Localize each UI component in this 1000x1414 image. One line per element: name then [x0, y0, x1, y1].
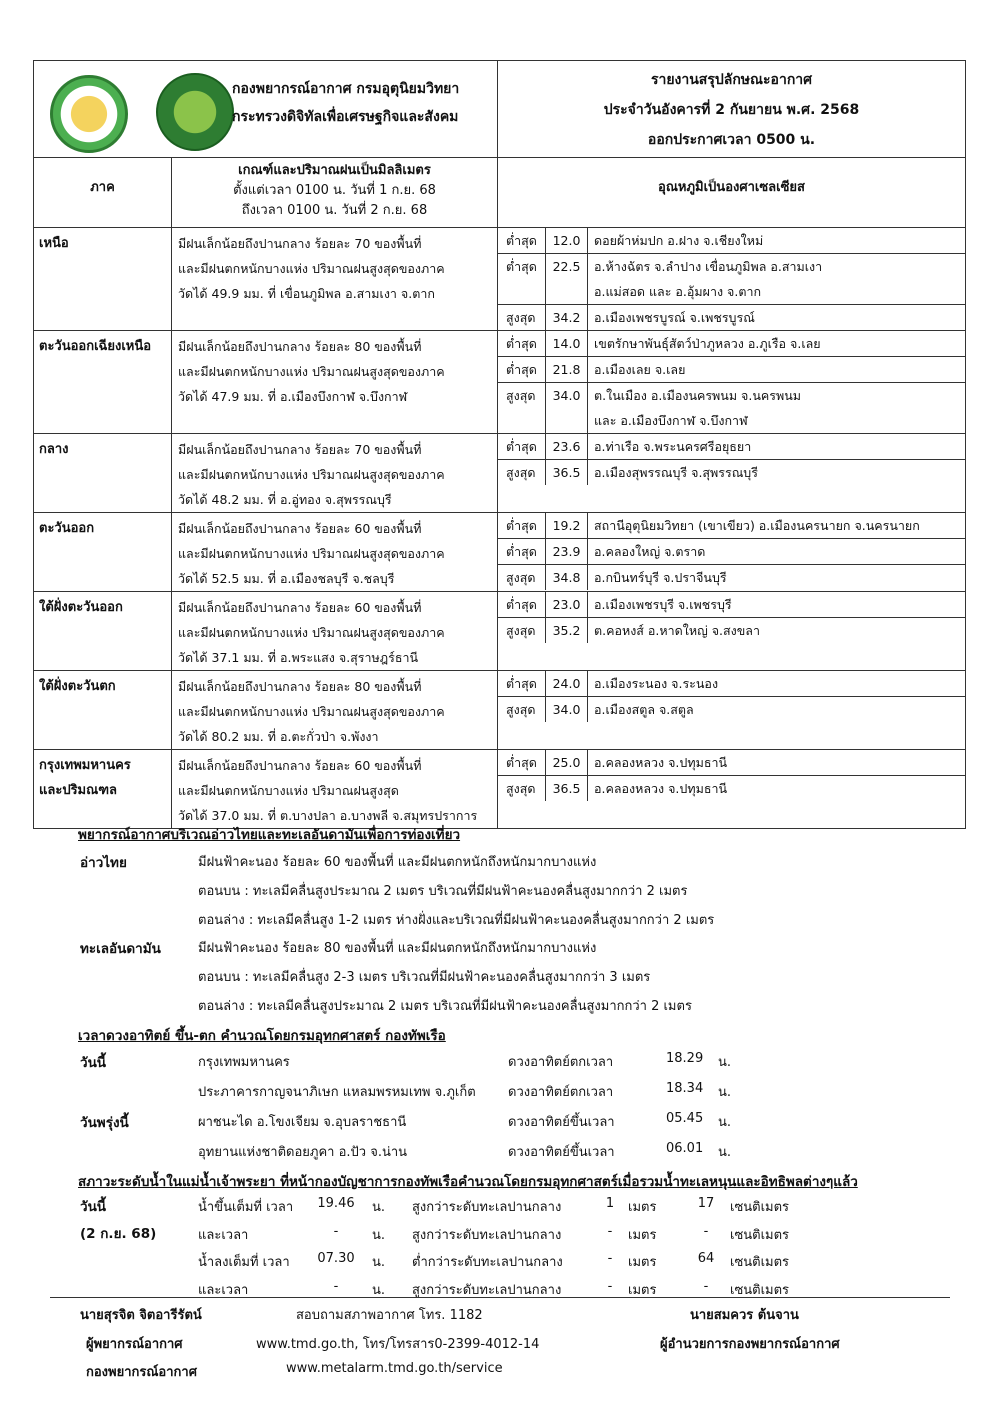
header-left [34, 61, 498, 158]
river-cmu: เซนติเมตร [730, 1255, 790, 1270]
temp-row [498, 382, 965, 433]
sun-time: 06.01 [666, 1141, 704, 1156]
rain-line: มีฝนเล็กน้อยถึงปานกลาง ร้อยละ 60 ของพื้นที่ [178, 600, 422, 615]
region-name-cell [34, 671, 172, 750]
river-mu: เมตร [628, 1255, 657, 1270]
temp-place: อ.เมืองเลย จ.เลย [594, 362, 686, 377]
ministry-logo [50, 75, 128, 153]
temp-row [498, 750, 965, 775]
temp-place: ต.ในเมือง อ.เมืองนครพนม จ.นครพนม [594, 388, 802, 403]
region-name-cell [34, 513, 172, 592]
temp-place-cell [588, 434, 965, 459]
temp-value: 34.2 [546, 305, 588, 330]
temp-row [498, 564, 965, 590]
rain-line: วัดได้ 52.5 มม. ที่ อ.เมืองชลบุรี จ.ชลบุรี [178, 571, 395, 586]
temp-cell [498, 331, 966, 434]
contact-phone: สอบถามสภาพอากาศ โทร. 1182 [296, 1308, 483, 1323]
director-name: นายสมควร ต้นจาน [690, 1308, 799, 1323]
river-date-label: (2 ก.ย. 68) [80, 1226, 157, 1242]
temp-kind: สูงสุด [498, 697, 546, 722]
rain-line: และมีฝนตกหนักบางแห่ง ปริมาณฝนสูงสุดของภาค [178, 467, 445, 482]
temp-place: อ.กบินทร์บุรี จ.ปราจีนบุรี [594, 570, 727, 585]
temp-place-cell [588, 357, 965, 382]
sun-time: 18.34 [666, 1081, 704, 1096]
temp-place: อ.เมืองระนอง จ.ระนอง [594, 676, 719, 691]
rain-cell [172, 592, 498, 671]
temp-value: 23.0 [546, 592, 588, 617]
temp-row [498, 538, 965, 564]
river-rel: สูงกว่าระดับทะเลปานกลาง [412, 1228, 562, 1243]
org-line1: กองพยากรณ์อากาศ กรมอุตุนิยมวิทยา [232, 81, 460, 97]
rain-from: ตั้งแต่เวลา 0100 น. วันที่ 1 ก.ย. 68 [233, 183, 436, 198]
rain-line: วัดได้ 37.0 มม. ที่ ต.บางปลา อ.บางพลี จ.สมุทรปราการ [178, 808, 478, 823]
temp-kind: สูงสุด [498, 460, 546, 485]
forecaster-role: ผู้พยากรณ์อากาศ [86, 1337, 183, 1352]
header-right [498, 61, 966, 158]
temp-place: ดอยผ้าห่มปก อ.ฝาง จ.เชียงใหม่ [594, 233, 764, 248]
temp-place-cell [588, 750, 965, 775]
region-row [34, 513, 966, 592]
region-row [34, 228, 966, 331]
region-name: ตะวันออกเฉียงเหนือ [39, 339, 152, 354]
temp-cell [498, 671, 966, 750]
temp-row [498, 513, 965, 538]
river-title: สภาวะระดับน้ำในแม่น้ำเจ้าพระยา ที่หน้ากองบัญชาการกองทัพเรือคำนวณโดยกรมอุทกศาสตร์เมื่อรวมน้ำทะเลหนุนและอิทธิพลต่างๆแล้ว [78, 1174, 858, 1190]
sun-event: ดวงอาทิตย์ขึ้นเวลา [508, 1145, 615, 1160]
tomorrow-label: วันพรุ่งนี้ [80, 1115, 129, 1131]
temp-cell [498, 434, 966, 513]
temp-kind: ต่ำสุด [498, 228, 546, 253]
rain-cell [172, 750, 498, 829]
river-u: น. [372, 1228, 386, 1243]
report-time: ออกประกาศเวลา 0500 น. [647, 132, 816, 148]
rain-title: เกณฑ์และปริมาณฝนเป็นมิลลิเมตร [238, 163, 431, 178]
river-time: 19.46 [317, 1196, 355, 1211]
river-label: และเวลา [198, 1283, 249, 1298]
col-temp: อุณหภูมิเป็นองศาเซลเซียส [498, 158, 966, 228]
rain-cell [172, 228, 498, 331]
temp-value: 14.0 [546, 331, 588, 356]
region-name: เหนือ [39, 236, 69, 251]
temp-place-cell [588, 592, 965, 617]
temp-kind: ต่ำสุด [498, 513, 546, 538]
report-date: ประจำวันอังคารที่ 2 กันยายน พ.ศ. 2568 [603, 102, 860, 118]
temp-value: 34.0 [546, 383, 588, 433]
temp-place2: อ.แม่สอด และ อ.อุ้มผาง จ.ตาก [594, 284, 762, 299]
temp-kind: สูงสุด [498, 776, 546, 801]
sun-event: ดวงอาทิตย์ขึ้นเวลา [508, 1115, 615, 1130]
temp-row [498, 253, 965, 304]
river-label: น้ำขึ้นเต็มที่ เวลา [198, 1200, 294, 1215]
temp-kind: ต่ำสุด [498, 750, 546, 775]
temp-value: 36.5 [546, 776, 588, 801]
sun-event: ดวงอาทิตย์ตกเวลา [508, 1055, 614, 1070]
rain-line: วัดได้ 48.2 มม. ที่ อ.อู่ทอง จ.สุพรรณบุรี [178, 492, 392, 507]
region-name: กรุงเทพมหานคร [39, 758, 131, 773]
temp-place: อ.เมืองเพชรบุรี จ.เพชรบุรี [594, 597, 732, 612]
river-label: และเวลา [198, 1228, 249, 1243]
sun-time: 18.29 [666, 1051, 704, 1066]
temp-row [498, 617, 965, 643]
temp-row [498, 228, 965, 253]
temp-place-cell [588, 697, 965, 722]
temp-place: เขตรักษาพันธุ์สัตว์ป่าภูหลวง อ.ภูเรือ จ.เลย [594, 336, 821, 351]
temp-value: 25.0 [546, 750, 588, 775]
report-page [33, 60, 965, 829]
rain-line: มีฝนเล็กน้อยถึงปานกลาง ร้อยละ 70 ของพื้นที่ [178, 442, 422, 457]
temp-place-cell [588, 618, 965, 643]
temp-value: 34.0 [546, 697, 588, 722]
andaman-line: ตอนล่าง : ทะเลมีคลื่นสูงประมาณ 2 เมตร บริเวณที่มีฝนฟ้าคะนองคลื่นสูงมากกว่า 2 เมตร [198, 999, 692, 1014]
temp-value: 23.9 [546, 539, 588, 564]
temp-place: อ.เมืองสุพรรณบุรี จ.สุพรรณบุรี [594, 465, 758, 480]
sun-event: ดวงอาทิตย์ตกเวลา [508, 1085, 614, 1100]
andaman-line: มีฝนฟ้าคะนอง ร้อยละ 80 ของพื้นที่ และมีฝนตกหนักถึงหนักมากบางแห่ง [198, 941, 597, 956]
gulf-line: มีฝนฟ้าคะนอง ร้อยละ 60 ของพื้นที่ และมีฝนตกหนักถึงหนักมากบางแห่ง [198, 855, 597, 870]
river-u: น. [372, 1200, 386, 1215]
region-row [34, 671, 966, 750]
temp-row [498, 459, 965, 485]
river-day-label: วันนี้ [80, 1199, 107, 1215]
temp-kind: ต่ำสุด [498, 671, 546, 696]
river-mu: เมตร [628, 1228, 657, 1243]
river-time: - [333, 1279, 339, 1294]
temp-place-cell [588, 254, 965, 304]
gulf-label: อ่าวไทย [80, 855, 127, 871]
river-time: - [333, 1224, 339, 1239]
temp-row [498, 331, 965, 356]
temp-kind: ต่ำสุด [498, 592, 546, 617]
marine-title: พยากรณ์อากาศบริเวณอ่าวไทยและทะเลอันดามันเพื่อการท่องเที่ยว [78, 827, 461, 843]
temp-value: 24.0 [546, 671, 588, 696]
river-cmu: เซนติเมตร [730, 1283, 790, 1298]
rain-cell [172, 671, 498, 750]
temp-cell [498, 592, 966, 671]
rain-line: มีฝนเล็กน้อยถึงปานกลาง ร้อยละ 80 ของพื้นที่ [178, 679, 422, 694]
river-m: - [607, 1279, 613, 1294]
contact-web[interactable]: www.tmd.go.th, โทร/โทรสาร0-2399-4012-14 [256, 1337, 540, 1352]
temp-cell [498, 750, 966, 829]
rain-line: มีฝนเล็กน้อยถึงปานกลาง ร้อยละ 60 ของพื้นที่ [178, 521, 422, 536]
river-m: - [607, 1251, 613, 1266]
temp-value: 22.5 [546, 254, 588, 304]
gulf-line: ตอนล่าง : ทะเลมีคลื่นสูง 1-2 เมตร ห่างฝั่งและบริเวณที่มีฝนฟ้าคะนองคลื่นสูงมากกว่า 2 เมตร [198, 913, 715, 928]
rain-line: วัดได้ 37.1 มม. ที่ อ.พระแสง จ.สุราษฎร์ธานี [178, 650, 419, 665]
temp-kind: ต่ำสุด [498, 434, 546, 459]
river-mu: เมตร [628, 1283, 657, 1298]
temp-place-cell [588, 460, 965, 485]
temp-place: อ.คลองหลวง จ.ปทุมธานี [594, 755, 728, 770]
river-u: น. [372, 1255, 386, 1270]
temp-value: 21.8 [546, 357, 588, 382]
river-cm: - [703, 1224, 709, 1239]
river-rel: สูงกว่าระดับทะเลปานกลาง [412, 1200, 562, 1215]
tmd-logo [156, 73, 234, 151]
temp-place-cell [588, 565, 965, 590]
river-cmu: เซนติเมตร [730, 1228, 790, 1243]
region-name-cell [34, 750, 172, 829]
sun-place: ผาชนะได อ.โขงเจียม จ.อุบลราชธานี [198, 1115, 407, 1130]
sun-title: เวลาดวงอาทิตย์ ขึ้น-ตก คำนวณโดยกรมอุทกศาสตร์ กองทัพเรือ [78, 1028, 446, 1044]
temp-place: สถานีอุตุนิยมวิทยา (เขาเขียว) อ.เมืองนครนายก จ.นครนายก [594, 518, 920, 533]
river-rel: ต่ำกว่าระดับทะเลปานกลาง [412, 1255, 563, 1270]
col-rain [172, 158, 498, 228]
rain-line: และมีฝนตกหนักบางแห่ง ปริมาณฝนสูงสุดของภาค [178, 261, 445, 276]
temp-place: ต.คอหงส์ อ.หาดใหญ่ จ.สงขลา [594, 623, 760, 638]
rain-to: ถึงเวลา 0100 น. วันที่ 2 ก.ย. 68 [241, 203, 428, 218]
forecaster-name: นายสุรจิต จิตอารีรัตน์ [80, 1308, 202, 1323]
temp-kind: ต่ำสุด [498, 331, 546, 356]
temp-value: 35.2 [546, 618, 588, 643]
river-rel: สูงกว่าระดับทะเลปานกลาง [412, 1283, 562, 1298]
temp-row [498, 671, 965, 696]
temp-kind: ต่ำสุด [498, 357, 546, 382]
temp-row [498, 434, 965, 459]
river-mu: เมตร [628, 1200, 657, 1215]
col-region: ภาค [34, 158, 172, 228]
region-name2: และปริมณฑล [39, 783, 117, 798]
temp-place-cell [588, 513, 965, 538]
temp-place: อ.ห้างฉัตร จ.ลำปาง เขื่อนภูมิพล อ.สามเงา [594, 259, 823, 274]
temp-place: อ.เมืองสตูล จ.สตูล [594, 702, 694, 717]
river-label: น้ำลงเต็มที่ เวลา [198, 1255, 290, 1270]
temp-place-cell [588, 305, 965, 330]
region-name-cell [34, 434, 172, 513]
report-title: รายงานสรุปลักษณะอากาศ [650, 72, 813, 88]
footer-divider [50, 1297, 950, 1298]
temp-kind: ต่ำสุด [498, 539, 546, 564]
temp-cell [498, 228, 966, 331]
region-name-cell [34, 331, 172, 434]
rain-line: และมีฝนตกหนักบางแห่ง ปริมาณฝนสูงสุดของภาค [178, 546, 445, 561]
temp-kind: สูงสุด [498, 565, 546, 590]
org-line2: กระทรวงดิจิทัลเพื่อเศรษฐกิจและสังคม [232, 109, 459, 125]
region-name: ใต้ฝั่งตะวันตก [39, 679, 116, 694]
region-row [34, 592, 966, 671]
region-name: กลาง [39, 442, 69, 457]
sun-unit: น. [718, 1055, 732, 1070]
rain-line: วัดได้ 47.9 มม. ที่ อ.เมืองบึงกาฬ จ.บึงกาฬ [178, 389, 408, 404]
region-row [34, 434, 966, 513]
river-cm: 17 [697, 1196, 715, 1211]
sun-place: ประภาคารกาญจนาภิเษก แหลมพรหมเทพ จ.ภูเก็ต [198, 1085, 476, 1100]
temp-row [498, 356, 965, 382]
temp-place-cell [588, 539, 965, 564]
temp-value: 34.8 [546, 565, 588, 590]
region-row [34, 331, 966, 434]
temp-place: อ.คลองหลวง จ.ปทุมธานี [594, 781, 728, 796]
temp-value: 12.0 [546, 228, 588, 253]
sun-time: 05.45 [666, 1111, 704, 1126]
temp-kind: ต่ำสุด [498, 254, 546, 304]
sun-place: อุทยานแห่งชาติดอยภูคา อ.ปัว จ.น่าน [198, 1145, 408, 1160]
rain-line: มีฝนเล็กน้อยถึงปานกลาง ร้อยละ 80 ของพื้นที่ [178, 339, 422, 354]
temp-row [498, 304, 965, 330]
river-m: - [607, 1224, 613, 1239]
rain-cell [172, 331, 498, 434]
river-cmu: เซนติเมตร [730, 1200, 790, 1215]
rain-line: และมีฝนตกหนักบางแห่ง ปริมาณฝนสูงสุด [178, 783, 399, 798]
temp-place-cell [588, 228, 965, 253]
rain-line: และมีฝนตกหนักบางแห่ง ปริมาณฝนสูงสุดของภาค [178, 364, 445, 379]
director-role: ผู้อำนวยการกองพยากรณ์อากาศ [660, 1337, 840, 1352]
temp-value: 36.5 [546, 460, 588, 485]
temp-place-cell [588, 383, 965, 433]
region-name: ใต้ฝั่งตะวันออก [39, 600, 123, 615]
temp-place-cell [588, 331, 965, 356]
temp-place: อ.เมืองเพชรบูรณ์ จ.เพชรบูรณ์ [594, 310, 755, 325]
river-m: 1 [605, 1196, 615, 1211]
rain-cell [172, 513, 498, 592]
rain-line: มีฝนเล็กน้อยถึงปานกลาง ร้อยละ 60 ของพื้นที่ [178, 758, 422, 773]
rain-line: มีฝนเล็กน้อยถึงปานกลาง ร้อยละ 70 ของพื้นที่ [178, 236, 422, 251]
today-label: วันนี้ [80, 1055, 107, 1071]
temp-value: 23.6 [546, 434, 588, 459]
temp-place: อ.ท่าเรือ จ.พระนครศรีอยุธยา [594, 439, 752, 454]
temp-place: อ.คลองใหญ่ จ.ตราด [594, 544, 706, 559]
temp-value: 19.2 [546, 513, 588, 538]
region-name: ตะวันออก [39, 521, 95, 536]
rain-cell [172, 434, 498, 513]
temp-cell [498, 513, 966, 592]
temp-place2: และ อ.เมืองบึงกาฬ จ.บึงกาฬ [594, 413, 748, 428]
temp-place-cell [588, 776, 965, 801]
river-cm: - [703, 1279, 709, 1294]
region-name-cell [34, 228, 172, 331]
sun-unit: น. [718, 1115, 732, 1130]
rain-line: วัดได้ 49.9 มม. ที่ เขื่อนภูมิพล อ.สามเงา จ.ตาก [178, 286, 435, 301]
rain-line: และมีฝนตกหนักบางแห่ง ปริมาณฝนสูงสุดของภาค [178, 704, 445, 719]
weather-table [33, 60, 966, 829]
sun-unit: น. [718, 1145, 732, 1160]
gulf-line: ตอนบน : ทะเลมีคลื่นสูงประมาณ 2 เมตร บริเวณที่มีฝนฟ้าคะนองคลื่นสูงมากกว่า 2 เมตร [198, 884, 688, 899]
region-row [34, 750, 966, 829]
river-cm: 64 [697, 1251, 715, 1266]
temp-kind: สูงสุด [498, 305, 546, 330]
rain-line: วัดได้ 80.2 มม. ที่ อ.ตะกั่วป่า จ.พังงา [178, 729, 379, 744]
temp-kind: สูงสุด [498, 383, 546, 433]
sun-unit: น. [718, 1085, 732, 1100]
contact-service[interactable]: www.metalarm.tmd.go.th/service [286, 1361, 503, 1376]
region-name-cell [34, 592, 172, 671]
temp-place-cell [588, 671, 965, 696]
sun-place: กรุงเทพมหานคร [198, 1055, 290, 1070]
rain-line: และมีฝนตกหนักบางแห่ง ปริมาณฝนสูงสุดของภาค [178, 625, 445, 640]
temp-row [498, 696, 965, 722]
andaman-label: ทะเลอันดามัน [80, 941, 161, 957]
river-u: น. [372, 1283, 386, 1298]
forecaster-dept: กองพยากรณ์อากาศ [86, 1365, 197, 1380]
temp-kind: สูงสุด [498, 618, 546, 643]
river-time: 07.30 [317, 1251, 355, 1266]
andaman-line: ตอนบน : ทะเลมีคลื่นสูง 2-3 เมตร บริเวณที่มีฝนฟ้าคะนองคลื่นสูงมากกว่า 3 เมตร [198, 970, 651, 985]
temp-row [498, 592, 965, 617]
temp-row [498, 775, 965, 801]
